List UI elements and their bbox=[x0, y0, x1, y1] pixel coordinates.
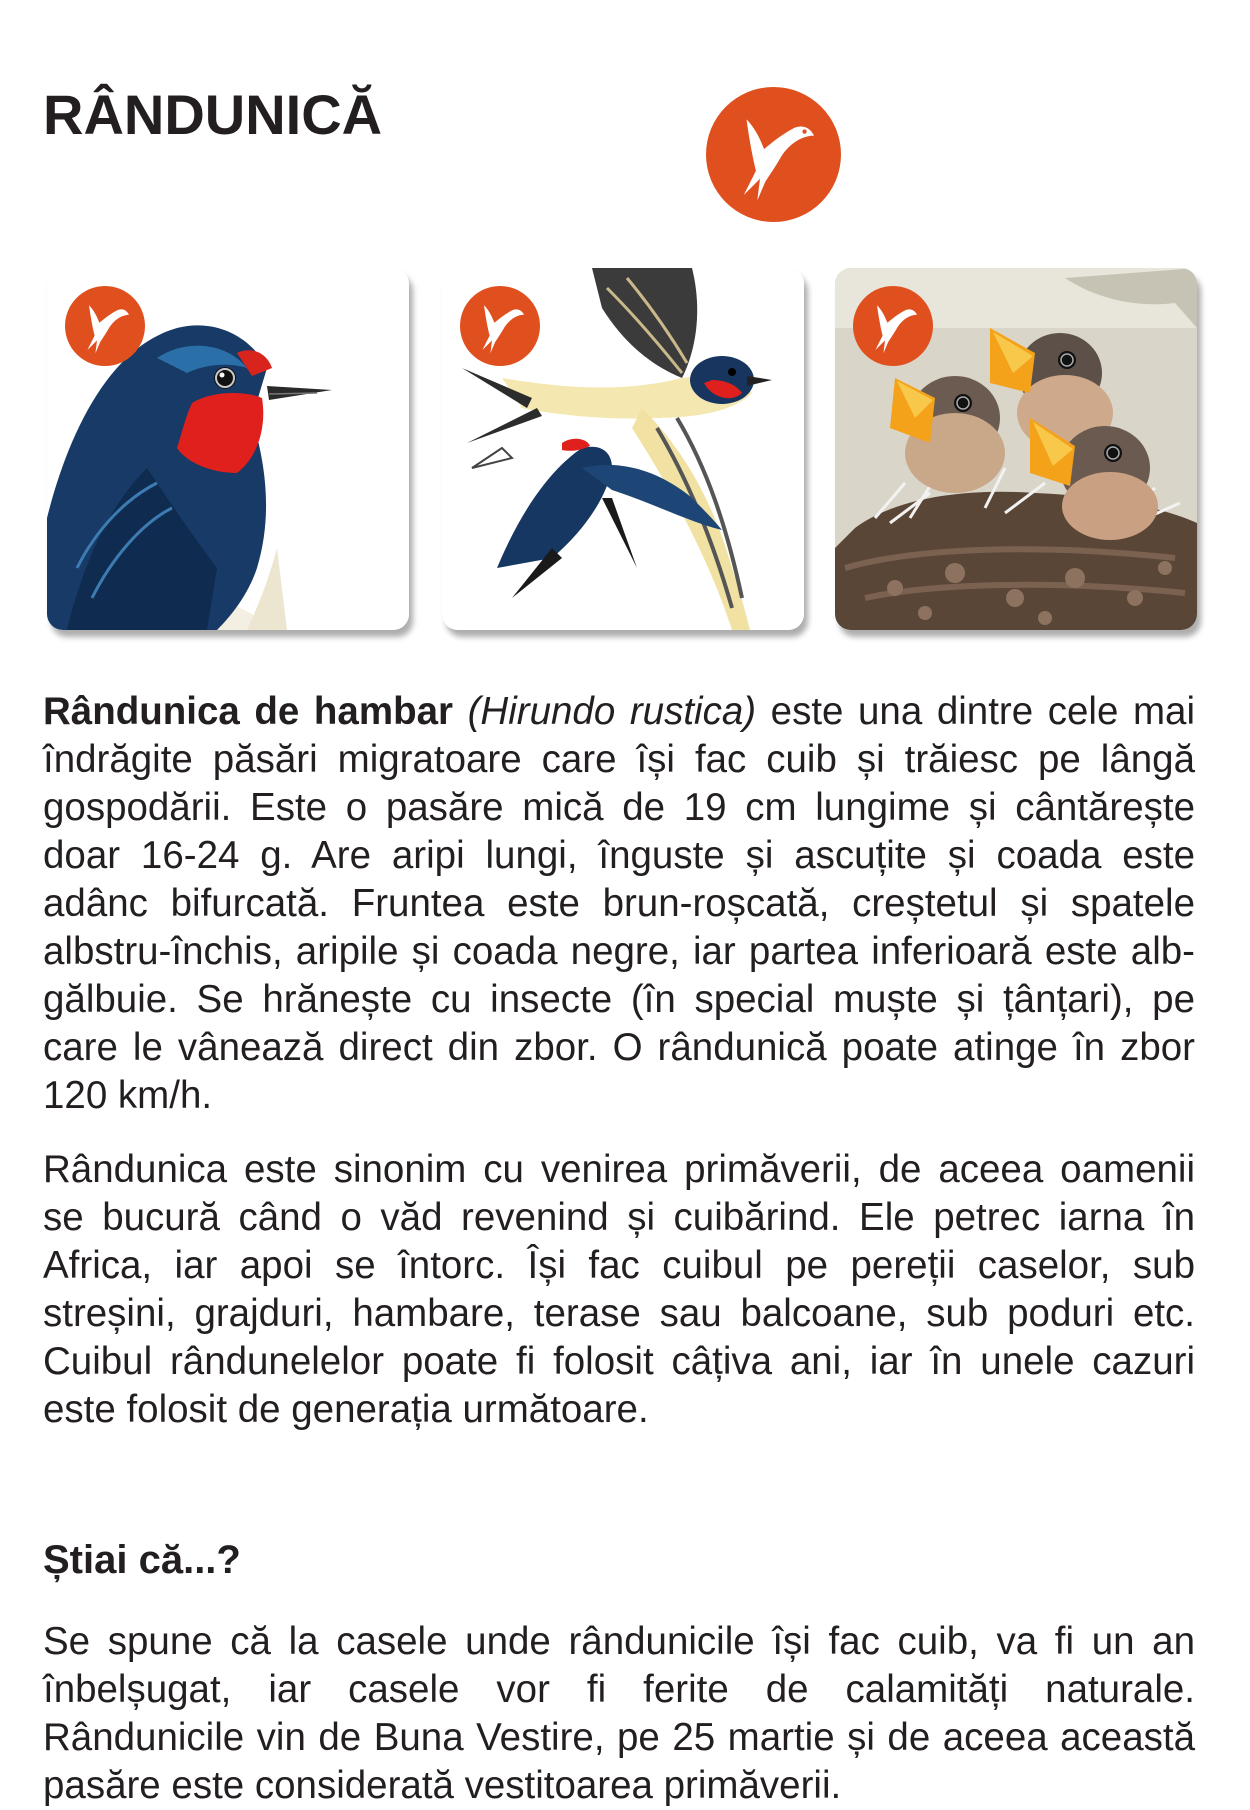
illustration-gallery bbox=[47, 268, 1207, 638]
page-title: RÂNDUNICĂ bbox=[43, 83, 383, 146]
swallow-badge-icon bbox=[65, 286, 145, 366]
common-name: Rândunica de hambar bbox=[43, 690, 453, 733]
description-body: este una dintre cele mai îndrăgite păsări migratoare care își fac cuib și trăiesc pe lângă gospodării. Este o pasăre mică de 19 cm lungime și cântărește doar 16-24 g. Are aripi lungi, înguste și ascuțite și coada este adânc bifurcată. Fruntea este brun-roșcată, creștetul și spatele albstru-închis, aripile și coada negre, iar partea inferioară este alb-gălbuie. Se hrănește cu insecte (în special muște și țânțari), pe care le vânează direct din zbor. O rândunică poate atinge în zbor 120 km/h. bbox=[43, 690, 1195, 1117]
swallow-chicks-card bbox=[835, 268, 1197, 630]
swallow-logo-icon bbox=[706, 87, 841, 222]
description-paragraph bbox=[43, 688, 1195, 1120]
swallow-head-card bbox=[47, 268, 409, 630]
swallows-in-flight-card bbox=[442, 268, 804, 630]
habits-paragraph: Rândunica este sinonim cu venirea primăverii, de aceea oamenii se bucură când o văd revenind și cuibărind. Ele petrec iarna în Africa, iar apoi se întorc. Își fac cuibul pe pereții caselor, sub streșini, grajduri, hambare, terase sau balcoane, sub poduri etc. Cuibul rândunelelor poate fi folosit câțiva ani, iar în unele cazuri este folosit de generația următoare. bbox=[43, 1148, 1195, 1431]
did-you-know-heading: Știai că...? bbox=[43, 1538, 241, 1582]
did-you-know-paragraph: Se spune că la casele unde rândunicile își fac cuib, va fi un an înbelșugat, iar casele vor fi ferite de calamități naturale. Rândunicile vin de Buna Vestire, pe 25 martie și de aceea această pasăre este considerată vestitoarea primăverii. bbox=[43, 1620, 1195, 1807]
swallow-badge-icon bbox=[460, 286, 540, 366]
swallow-badge-icon bbox=[853, 286, 933, 366]
scientific-name: (Hirundo rustica) bbox=[467, 690, 757, 733]
